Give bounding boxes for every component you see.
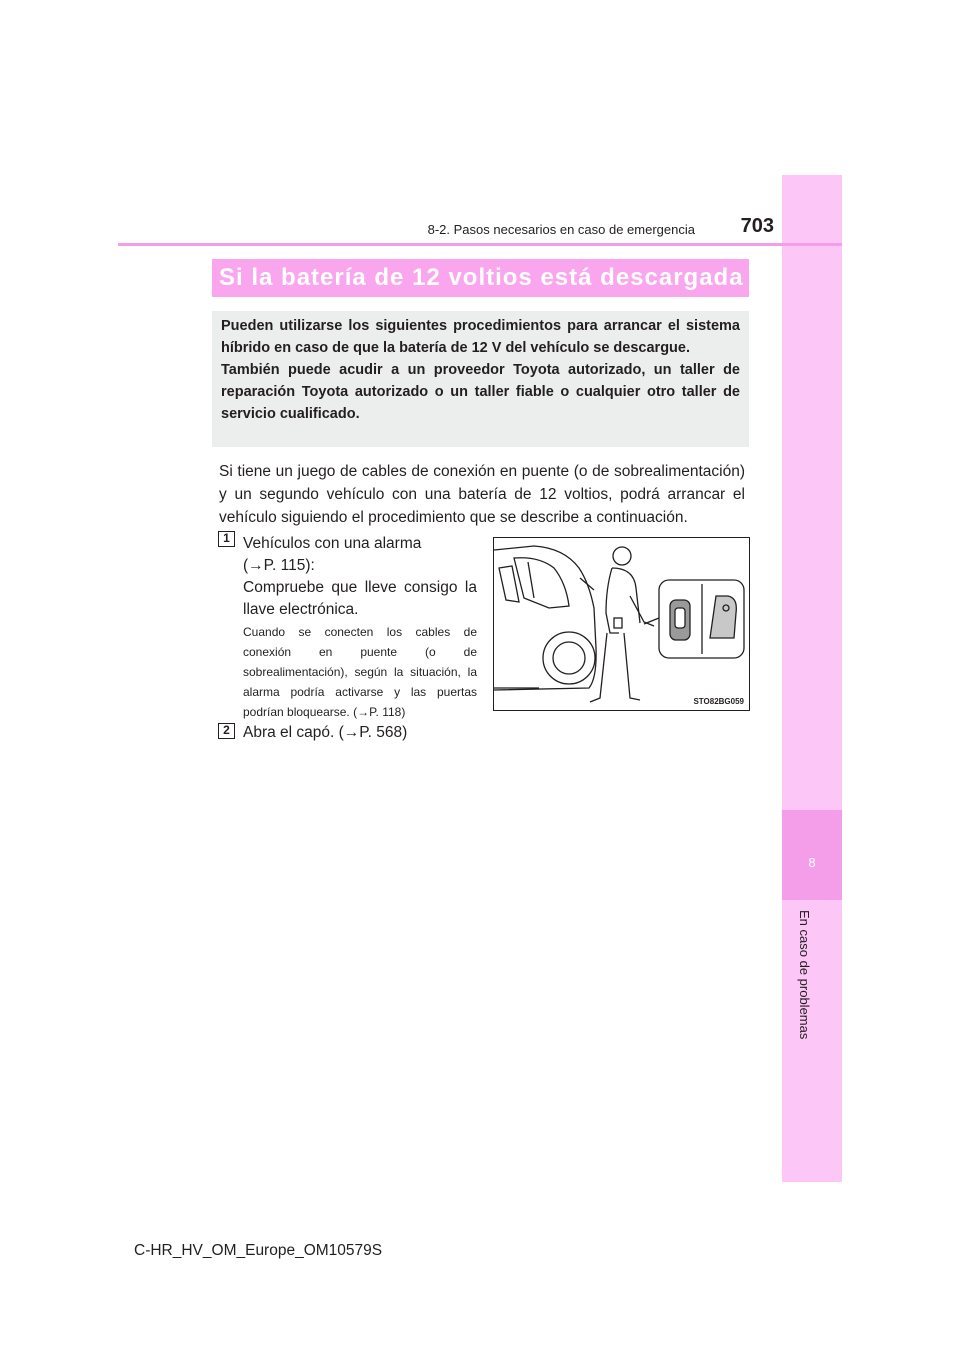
intro-box bbox=[212, 311, 749, 447]
header-section-title: 8-2. Pasos necesarios en caso de emergencia bbox=[427, 222, 695, 237]
intro-paragraph-2: También puede acudir a un proveedor Toyota autorizado, un taller de reparación Toyota autorizado o un taller fiable o cualquier otro taller de servicio cualificado. bbox=[221, 362, 740, 422]
footer-document-code: C-HR_HV_OM_Europe_OM10579S bbox=[134, 1242, 383, 1259]
step-1-line-3: Compruebe que lleve consigo la llave electrónica. bbox=[243, 579, 477, 618]
illustration-drawing bbox=[494, 538, 750, 711]
car-rear-icon bbox=[494, 546, 596, 690]
chapter-number: 8 bbox=[808, 855, 816, 870]
step-2-marker: 2 bbox=[218, 723, 235, 739]
page-number: 703 bbox=[740, 215, 774, 237]
chapter-label bbox=[782, 910, 842, 1130]
step-1-text bbox=[243, 533, 477, 621]
step-1-note: Cuando se conecten los cables de conexión en puente (o de sobrealimentación), según la situación, la alarma podría activarse y las puertas podrían bloquearse. (→P. 118) bbox=[243, 625, 477, 719]
electronic-key-icon bbox=[644, 580, 744, 658]
step-2-text: Abra el capó. (→P. 568) bbox=[243, 724, 408, 741]
intro-paragraph-1: Pueden utilizarse los siguientes procedimientos para arrancar el sistema híbrido en caso de que la batería de 12 V del vehículo se descargue. bbox=[221, 318, 740, 356]
chapter-label-text: En caso de problemas bbox=[797, 910, 812, 1040]
step-1-page-ref[interactable]: (→P. 115): bbox=[243, 557, 315, 574]
step-1-marker: 1 bbox=[218, 531, 235, 547]
step-1-line-1: Vehículos con una alarma bbox=[243, 535, 422, 552]
body-paragraph: Si tiene un juego de cables de conexión en puente (o de sobrealimentación) y un segundo vehículo con una batería de 12 voltios, podrá arrancar el vehículo siguiendo el procedimiento que se describe a continuación. bbox=[219, 463, 745, 526]
section-title: Si la batería de 12 voltios está descargada bbox=[212, 259, 749, 297]
illustration-frame bbox=[493, 537, 750, 711]
header-divider bbox=[118, 243, 842, 246]
illustration-code: STO82BG059 bbox=[693, 697, 744, 706]
